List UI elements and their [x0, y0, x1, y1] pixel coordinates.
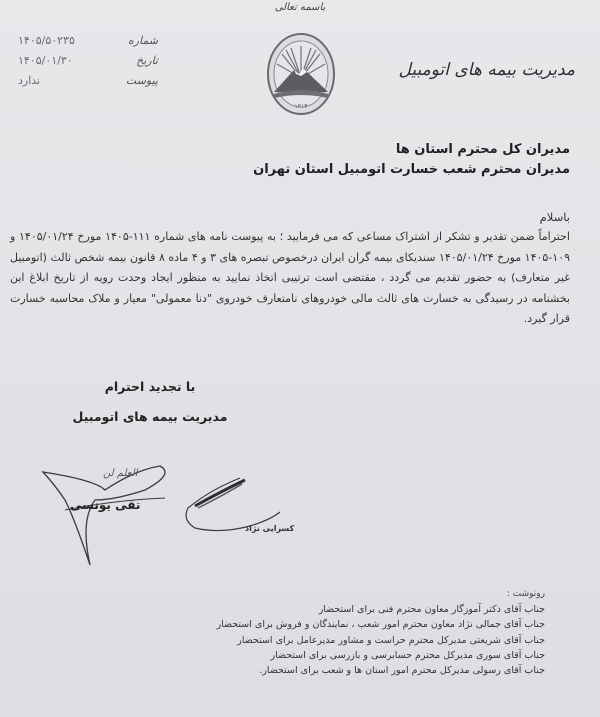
letter-number-label: شماره: [127, 33, 158, 47]
addressee-line: مدیران محترم شعب خسارت اتومبیل استان تهران: [253, 162, 570, 177]
greeting: باسلام: [539, 210, 570, 224]
cc-item: جناب آقای دکتر آموزگار معاون محترم فنی برای استحضار: [318, 604, 545, 615]
cc-item: جناب آقای سوری مدیرکل محترم حسابرسی و بازرسی برای استحضار: [270, 649, 545, 661]
cc-item: جناب آقای رسولی مدیرکل محترم امور استان ها و شعب برای استحضار.: [259, 665, 545, 677]
cc-item: جناب آقای شریعتی مدیرکل محترم حراست و مشاور مدیرعامل برای استحضار: [237, 634, 545, 646]
letter-meta: [18, 30, 158, 90]
signature-handwritten-note: العلم لن: [103, 468, 138, 479]
invocation-text: باسمه تعالی: [274, 2, 326, 13]
closing-block: [60, 372, 240, 432]
signatory-name-primary: تقی یونسی: [70, 498, 141, 512]
department-title: مدیریت بیمه های اتومبیل: [398, 60, 575, 80]
letter-body: [10, 207, 570, 330]
attachment-label: پیوست: [125, 73, 158, 87]
closing-regards: با تجدید احترام: [104, 379, 196, 394]
svg-text:۱۳۱۴: ۱۳۱۴: [294, 103, 308, 110]
body-paragraph: احتراماً ضمن تقدیر و تشکر از اشتراک مساعی که می فرمایید ؛ به پیوست نامه های شماره ۱۱۱-۱۴۰۵ مورخ ۱۴۰۵/۰۱/۲۴ و ۱۰۹-۱۴۰۵ مورخ ۱۴۰۵/۰۱/۲۴ سندیکای بیمه گران ایران درخصوص تبصره های ۳ و ۴ ماده ۸ قانون بیمه شخص ثالث (اتومبیل غیر متعارف) به حضور تقدیم می گردد ، مقتضی است ترتیبی اتخاذ نمایید به منظور ایجاد وحدت رویه از تاریخ ابلاغ این بخشنامه در رسیدگی به خسارت های ثالث مالی خودروهای نامتعارف خودروی "دنا معمولی" معیار و ملاک محاسبه خسارت قرار گیرد.: [10, 230, 571, 325]
company-logo-icon: [266, 32, 336, 116]
addressees: [50, 140, 570, 180]
meta-attachment-row: [18, 70, 158, 90]
attachment-value: ندارد: [18, 73, 41, 87]
addressee-line: مدیران کل محترم استان ها: [395, 142, 570, 157]
cc-list: [85, 587, 545, 678]
cc-item: جناب آقای جمالی نژاد معاون محترم امور شعب ، نمایندگان و فروش برای استحضار: [216, 619, 545, 631]
letter-date-value: ۱۴۰۵/۰۱/۳۰: [18, 53, 73, 67]
meta-number-row: [18, 30, 158, 50]
letter-date-label: تاریخ: [136, 53, 158, 67]
meta-date-row: [18, 50, 158, 70]
signatory-office: مدیریت بیمه های اتومبیل: [72, 409, 228, 424]
cc-title: رونوشت :: [506, 589, 545, 599]
letter-number-value: ۱۴۰۵/۵۰۲۳۵: [18, 33, 75, 47]
signatory-name-secondary: کسرایی نژاد: [245, 524, 295, 533]
